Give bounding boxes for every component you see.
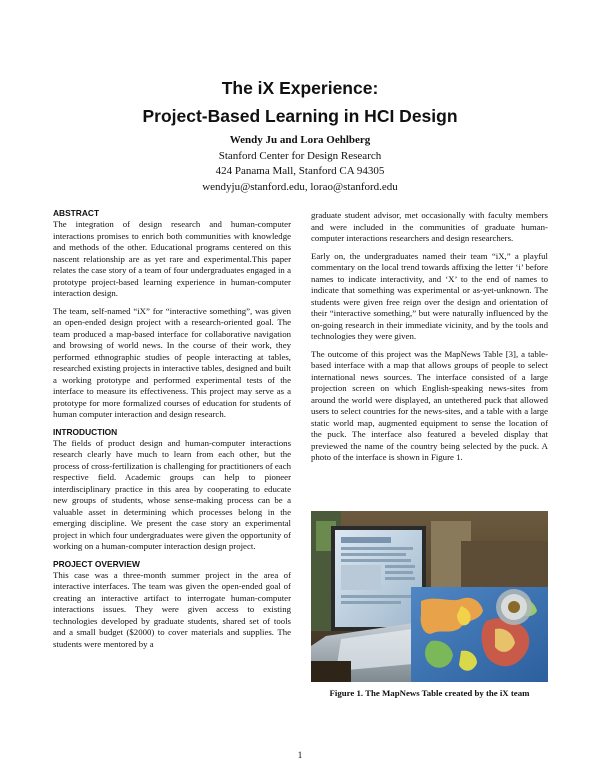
introduction-heading: INTRODUCTION [53, 426, 118, 437]
abstract-paragraph-1: The integration of design research and human-computer interactions promises to enrich both communities with knowledge and methods of the other. Educational programs centered on this nascent relationship are as yet rare and experimental.This paper relates the case story of a team of four undergraduates engaged in a prototype project-based learning experience in human-computer interaction design. [53, 219, 291, 298]
author-names: Wendy Ju and Lora Oehlberg [229, 134, 371, 146]
right-paragraph-1: graduate student advisor, met occasionally with faculty members and were included in the communities of graduate human-computer interactions researchers and design researchers. [311, 210, 548, 243]
author-email: wendyju@stanford.edu, lorao@stanford.edu [202, 180, 398, 193]
abstract-paragraph-2: The team, self-named “iX” for “interactive something”, was given an open-ended design project with a research-oriented goal. The team produced a map-based interface for collaborative navigation and browsing of world news. In the course of their work, they performed ethnographic studies of people interacting at tables, researched existing projects in interactive tables, designed and built a working prototype and performed experimental tests of the interface to measure its effectiveness. This project may serve as a prototype for more formalized courses of education for students of human computer interaction and design research. [53, 305, 291, 419]
right-paragraph-2: Early on, the undergraduates named their team “iX,” a playful commentary on the local trend towards affixing the letter ‘i’ before names to indicate interactivity, and ‘X’ to the end of names to indicate that something was experimental or as-yet-unknown. The students were given free reign over the design and orientation of their “interactive something,” but were naturally influenced by the on-going research in their immediate vicinity, and by the tools and technologies they were given. [311, 250, 548, 341]
introduction-paragraph-1: The fields of product design and human-computer interactions research clearly have much to learn from each other, but the process of cross-fertilization is challenging for practitioners of each respective field. Academic groups can help to pioneer interdisciplinary practice in this area by cooperating to educate new groups of students, whose sense-making process can be a valuable asset in determining which processes belong in the emerging discipline. We present the case story an experimental project in which four undergraduates were given the opportunity of working on a human-computer interaction design project. [53, 437, 291, 551]
paper-title-line2: Project-Based Learning in HCI Design [142, 106, 458, 126]
overview-heading: PROJECT OVERVIEW [53, 558, 140, 569]
author-block [0, 133, 600, 195]
paper-title-line1: The iX Experience: [221, 78, 379, 98]
figure-1-photo [311, 511, 548, 682]
right-paragraph-3: The outcome of this project was the MapNews Table [3], a table-based interface with a map that allows groups of people to select international news sources. The interface consisted of a large projection screen on which English-speaking news-sites from around the world were displayed, an untethered puck that allowed users to select countries for the news-sites, and a table with a large static world map, augmented equipment to sense the location of the puck. The interface also featured a beveled display that previewed the name of the country being selected by the puck. A photo of the interface is shown in Figure 1. [311, 348, 548, 462]
author-address: 424 Panama Mall, Stanford CA 94305 [215, 165, 385, 178]
right-column [311, 210, 548, 470]
overview-paragraph-1: This case was a three-month summer project in the area of interactive interfaces. The team was given the open-ended goal of creating an interactive artifact to interrogate human-computer interactions issues. They were given access to existing technologies developed by graduate students, shared set of tools and a small budget ($2000) to cover materials and supplies. The students were mentored by a [53, 569, 291, 649]
mapnews-table-photo [311, 511, 548, 682]
page-number: 1 [297, 751, 303, 761]
left-column [53, 208, 291, 656]
figure-1-caption: Figure 1. The MapNews Table created by the iX team [329, 688, 530, 698]
abstract-heading: ABSTRACT [53, 208, 100, 218]
author-affiliation: Stanford Center for Design Research [218, 149, 382, 162]
